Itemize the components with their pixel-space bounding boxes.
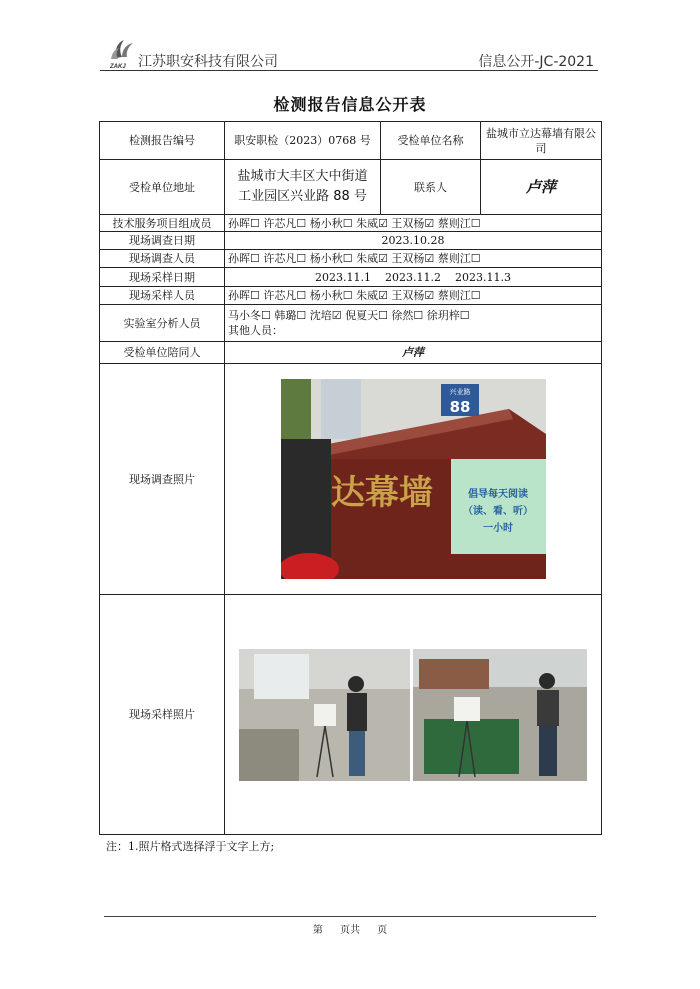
address-value: 盐城市大丰区大中街道工业园区兴业路 88 号	[225, 160, 381, 215]
page-footer-part-1: 第	[312, 925, 323, 936]
accompany-value: 卢萍	[225, 342, 602, 364]
samplers-value: 孙晖☐ 许芯凡☐ 杨小秋☐ 朱威☑ 王双杨☑ 蔡则江☐	[225, 287, 602, 305]
lab-label: 实验室分析人员	[100, 305, 225, 342]
samplers-label: 现场采样人员	[100, 287, 225, 305]
table-row	[100, 122, 602, 160]
company-name: 江苏职安科技有限公司	[138, 54, 278, 70]
table-row	[100, 305, 602, 342]
page-footer-part-2: 页共	[340, 925, 360, 936]
document-code: 信息公开-JC-2021	[478, 54, 594, 70]
sampling-photo-cell	[225, 595, 602, 835]
sampling-photo-label: 现场采样照片	[100, 595, 225, 835]
table-row	[100, 215, 602, 232]
poster-line-1: 倡导每天阅读	[467, 489, 528, 500]
lab-line-1: 马小冬☐ 韩璐☐ 沈培☑ 倪夏天☐ 徐然☐ 徐玥梓☐	[228, 309, 470, 322]
street-plate-text: 兴业路	[449, 388, 470, 396]
table-row	[100, 268, 602, 287]
street-plate-number: 88	[449, 398, 470, 416]
survey-photo-label: 现场调查照片	[100, 364, 225, 595]
contact-value: 卢萍	[481, 160, 602, 215]
table-row	[100, 595, 602, 835]
table-row	[100, 160, 602, 215]
company-logo	[106, 36, 138, 70]
lab-line-2: 其他人员：	[228, 324, 283, 337]
report-no-value: 职安职检（2023）0768 号	[225, 122, 381, 160]
page-title: 检测报告信息公开表	[273, 95, 427, 114]
lab-value	[225, 305, 602, 342]
svg-text:ZAKJ: ZAKJ	[110, 64, 126, 70]
survey-date-value: 2023.10.28	[225, 232, 602, 250]
page-header	[100, 36, 598, 71]
survey-date-label: 现场调查日期	[100, 232, 225, 250]
team-value: 孙晖☐ 许芯凡☐ 杨小秋☐ 朱威☑ 王双杨☑ 蔡则江☐	[225, 215, 602, 232]
wall-characters: 达幕墙	[330, 473, 433, 513]
table-row	[100, 232, 602, 250]
surveyors-label: 现场调查人员	[100, 250, 225, 268]
report-no-label: 检测报告编号	[100, 122, 225, 160]
disclosure-table	[99, 121, 602, 835]
site-survey-photo	[281, 379, 546, 579]
unit-name-value: 盐城市立达幕墙有限公司	[481, 122, 602, 160]
table-row	[100, 364, 602, 595]
survey-photo-cell	[225, 364, 602, 595]
footnote: 注：1.照片格式选择浮于文字上方;	[106, 840, 275, 853]
sampling-date-label: 现场采样日期	[100, 268, 225, 287]
poster-line-2: （读、看、听）	[462, 506, 533, 517]
sampling-date-value: 2023.11.1 2023.11.2 2023.11.3	[225, 268, 602, 287]
table-row	[100, 250, 602, 268]
footer-divider	[104, 916, 596, 917]
address-label: 受检单位地址	[100, 160, 225, 215]
unit-name-label: 受检单位名称	[381, 122, 481, 160]
page-footer-part-3: 页	[377, 925, 388, 936]
poster-line-3: 一小时	[482, 523, 513, 534]
accompany-label: 受检单位陪同人	[100, 342, 225, 364]
team-label: 技术服务项目组成员	[100, 215, 225, 232]
table-row	[100, 342, 602, 364]
contact-label: 联系人	[381, 160, 481, 215]
table-row	[100, 287, 602, 305]
page-footer	[0, 921, 700, 936]
site-sampling-photos	[239, 649, 587, 781]
surveyors-value: 孙晖☐ 许芯凡☐ 杨小秋☐ 朱威☑ 王双杨☑ 蔡则江☐	[225, 250, 602, 268]
